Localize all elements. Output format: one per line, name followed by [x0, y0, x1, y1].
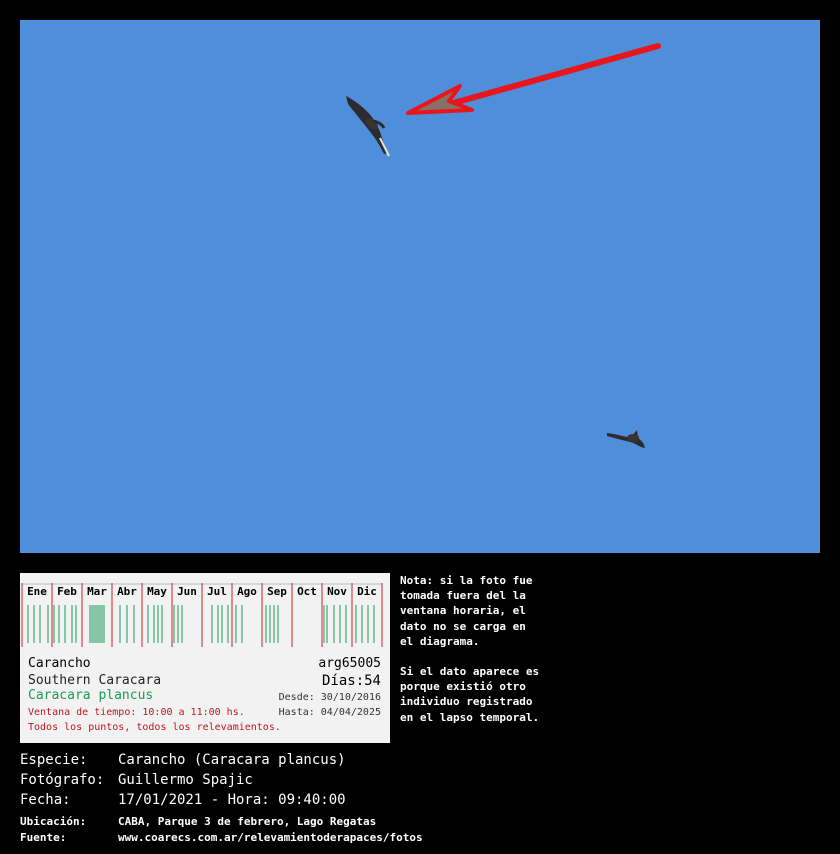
month-label: Feb: [57, 585, 77, 598]
note-paragraph-1: Nota: si la foto fue tomada fuera del la ventana horaria, el dato no se carga en el diagrama.: [400, 574, 533, 648]
species-row: [20, 752, 346, 768]
side-note: [400, 573, 580, 740]
time-window: Ventana de tiempo: 10:00 a 11:00 hs.: [28, 707, 245, 718]
month-label: Oct: [297, 585, 317, 598]
record-card: [20, 573, 390, 743]
record-code: arg65005: [318, 656, 381, 671]
source-value: www.coarecs.com.ar/relevamientoderapaces/fotos: [118, 831, 423, 844]
source-row: [20, 831, 423, 844]
note-paragraph-2: Si el dato aparece es porque existió otro individuo registrado en el lapso temporal.: [400, 665, 540, 724]
common-name: Carancho: [28, 656, 91, 671]
english-name: Southern Caracara: [28, 673, 162, 688]
month-label: Jul: [207, 585, 227, 598]
bird-lower-right: [607, 430, 645, 448]
date-label: Fecha:: [20, 792, 71, 808]
month-label: Nov: [327, 585, 347, 598]
bird-upper-left: [346, 96, 389, 156]
photo-overlay: [20, 20, 820, 553]
location-label: Ubicación:: [20, 815, 87, 828]
scientific-name: Caracara plancus: [28, 688, 154, 703]
photographer-value: Guillermo Spajic: [118, 772, 253, 788]
month-label: Ene: [27, 585, 47, 598]
month-label: Jun: [177, 585, 197, 598]
location-row: [20, 815, 376, 828]
days-count: Días:54: [321, 673, 381, 689]
month-label: Ago: [237, 585, 257, 598]
all-points-note: Todos los puntos, todos los relevamientos.: [28, 722, 281, 733]
species-label: Especie:: [20, 752, 88, 768]
red-arrow-icon: [408, 46, 658, 113]
date-value: 17/01/2021 - Hora: 09:40:00: [118, 792, 346, 808]
month-label: Sep: [267, 585, 287, 598]
species-value: Carancho (Caracara plancus): [118, 752, 346, 768]
date-to: Hasta: 04/04/2025: [278, 707, 381, 718]
location-value: CABA, Parque 3 de febrero, Lago Regatas: [118, 815, 377, 828]
photographer-label: Fotógrafo:: [20, 772, 105, 788]
photographer-row: [20, 772, 253, 788]
source-label: Fuente:: [20, 831, 67, 844]
month-label: Dic: [357, 585, 377, 598]
bird-photo: [20, 20, 820, 553]
date-row: [20, 792, 346, 808]
month-label: Mar: [87, 585, 107, 598]
month-label: Abr: [117, 585, 137, 598]
month-label: May: [147, 585, 167, 598]
date-from: Desde: 30/10/2016: [278, 692, 381, 703]
